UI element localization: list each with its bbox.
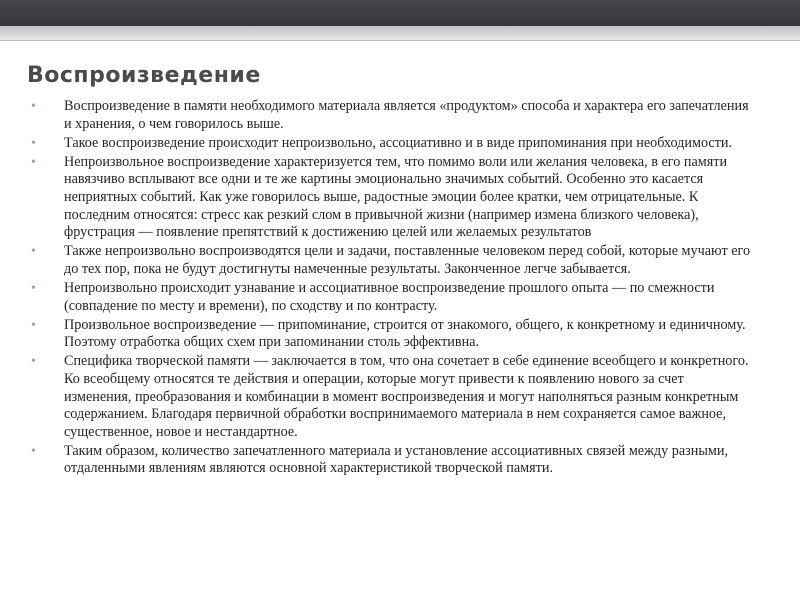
bullet-item	[26, 243, 752, 278]
bullet-dot-icon: •	[31, 443, 36, 459]
bullet-text: Непроизвольное воспроизведение характеризуется тем, что помимо воли или желания человека, в его памяти навязчиво всплывают все одни и те же картины эмоционально значимых событий. Особенно это касается неприятных событий. Как уже говорилось выше, радостные эмоции более кратки, чем отрицательные. К последним относятся: стресс как резкий слом в привычной жизни (например измена близкого человека), фрустрация — появление препятствий к достижению целей или желаемых результатов	[64, 153, 728, 241]
bullet-item	[26, 353, 752, 441]
bullet-text: Непроизвольно происходит узнавание и ассоциативное воспроизведение прошлого опыта — по смежности (совпадение по месту и времени), по сходству и по контрасту.	[64, 279, 715, 314]
bullet-dot-icon: •	[31, 244, 36, 260]
bullet-item	[26, 317, 752, 352]
top-band-divider	[0, 40, 800, 41]
bullet-text: Таким образом, количество запечатленного материала и установление ассоциативных связей между разными, отдаленными явлениям являются основной характеристикой творческой памяти.	[64, 442, 728, 477]
bullet-item	[26, 154, 752, 242]
top-decorative-bar	[0, 0, 800, 26]
bullet-item	[26, 98, 752, 133]
bullet-dot-icon: •	[31, 154, 36, 170]
bullet-item	[26, 280, 752, 315]
bullet-dot-icon: •	[31, 354, 36, 370]
bullet-text: Также непроизвольно воспроизводятся цели и задачи, поставленные человеком перед собой, которые мучают его до тех пор, пока не будут достигнуты намеченные результаты. Законченное легче забывается.	[64, 243, 751, 277]
slide-title: Воспроизведение	[27, 63, 261, 88]
bullet-dot-icon: •	[31, 317, 36, 333]
top-decorative-band	[0, 26, 800, 40]
bullet-dot-icon: •	[31, 135, 36, 151]
bullet-dot-icon: •	[31, 280, 36, 296]
bullet-item	[26, 135, 752, 153]
bullet-text: Специфика творческой памяти — заключается в том, что она сочетает в себе единение всеобщего и конкретного. Ко всеобщему относятся те действия и операции, которые могут привести к появлению нового за счет изменения, преобразования и комбинации в момент воспроизведения и могут наполняться разным конкретным содержанием. Благодаря первичной обработки воспринимаемого материала в нем сохраняется самое важное, существенное, новое и нестандартное.	[64, 353, 749, 440]
bullet-dot-icon: •	[31, 99, 36, 114]
bullet-text: Воспроизведение в памяти необходимого материала является «продуктом» способа и характера его запечатления и хранения, о чем говорилось выше.	[64, 98, 749, 132]
bullet-list	[26, 98, 752, 479]
bullet-item	[26, 443, 752, 478]
bullet-text: Такое воспроизведение происходит непроизвольно, ассоциативно и в виде припоминания при необходимости.	[64, 134, 733, 151]
bullet-text: Произвольное воспроизведение — припоминание, строится от знакомого, общего, к конкретному и единичному. Поэтому отработка общих схем при запоминании столь эффективна.	[64, 316, 746, 351]
